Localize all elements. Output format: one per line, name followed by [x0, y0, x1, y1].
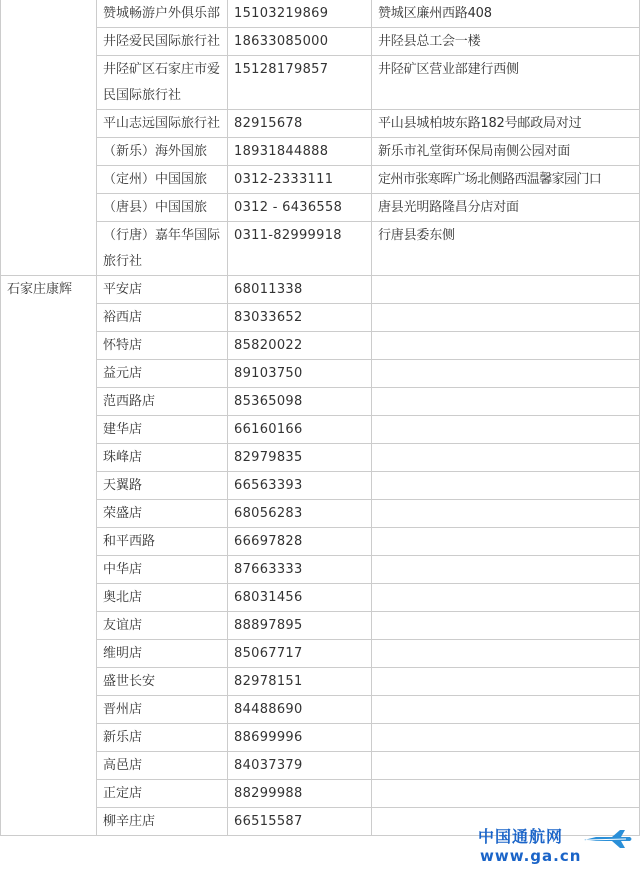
- table-row: [1, 472, 640, 500]
- phone-cell: 0312-2333111: [228, 166, 372, 194]
- address-cell: [372, 416, 640, 444]
- agency-name-cell: 井陉爱民国际旅行社: [97, 28, 228, 56]
- phone-cell: 68031456: [228, 584, 372, 612]
- phone-cell: 88897895: [228, 612, 372, 640]
- agency-name-cell: 怀特店: [97, 332, 228, 360]
- phone-cell: 84037379: [228, 752, 372, 780]
- phone-cell: 66697828: [228, 528, 372, 556]
- table-row: [1, 500, 640, 528]
- agency-name-cell: 平山志远国际旅行社: [97, 110, 228, 138]
- table-row: [1, 584, 640, 612]
- address-cell: [372, 696, 640, 724]
- address-cell: [372, 276, 640, 304]
- address-cell: [372, 668, 640, 696]
- agency-name-cell: 井陉矿区石家庄市爱民国际旅行社: [97, 56, 228, 110]
- table-row: [1, 416, 640, 444]
- table-row: [1, 724, 640, 752]
- agency-name-cell: 友谊店: [97, 612, 228, 640]
- watermark-brand: 中国通航网: [478, 827, 564, 846]
- table-row: [1, 0, 640, 28]
- agency-name-cell: 平安店: [97, 276, 228, 304]
- agency-name-cell: （定州）中国国旅: [97, 166, 228, 194]
- address-cell: 井陉县总工会一楼: [372, 28, 640, 56]
- agency-name-cell: 晋州店: [97, 696, 228, 724]
- table-row: [1, 612, 640, 640]
- table-body: [1, 0, 640, 836]
- phone-cell: 87663333: [228, 556, 372, 584]
- phone-cell: 82979835: [228, 444, 372, 472]
- agency-name-cell: （行唐）嘉年华国际旅行社: [97, 222, 228, 276]
- table-row: [1, 360, 640, 388]
- address-cell: [372, 360, 640, 388]
- table-row: [1, 28, 640, 56]
- agency-name-cell: 范西路店: [97, 388, 228, 416]
- table-row: [1, 388, 640, 416]
- phone-cell: 18633085000: [228, 28, 372, 56]
- agency-name-cell: 正定店: [97, 780, 228, 808]
- phone-cell: 88299988: [228, 780, 372, 808]
- agency-name-cell: 中华店: [97, 556, 228, 584]
- address-cell: [372, 332, 640, 360]
- table-row: [1, 668, 640, 696]
- agency-name-cell: 奥北店: [97, 584, 228, 612]
- phone-cell: 68056283: [228, 500, 372, 528]
- table-row: [1, 110, 640, 138]
- address-cell: [372, 472, 640, 500]
- table-row: [1, 166, 640, 194]
- address-cell: [372, 528, 640, 556]
- agency-name-cell: 高邑店: [97, 752, 228, 780]
- table-row: [1, 332, 640, 360]
- agency-name-cell: 盛世长安: [97, 668, 228, 696]
- address-cell: 井陉矿区营业部建行西侧: [372, 56, 640, 110]
- phone-cell: 83033652: [228, 304, 372, 332]
- phone-cell: 15128179857: [228, 56, 372, 110]
- agency-name-cell: （新乐）海外国旅: [97, 138, 228, 166]
- phone-cell: 0311-82999918: [228, 222, 372, 276]
- address-cell: [372, 304, 640, 332]
- phone-cell: 85820022: [228, 332, 372, 360]
- address-cell: 唐县光明路隆昌分店对面: [372, 194, 640, 222]
- address-cell: [372, 444, 640, 472]
- table-row: [1, 752, 640, 780]
- phone-cell: 82978151: [228, 668, 372, 696]
- agency-name-cell: 天翼路: [97, 472, 228, 500]
- agency-name-cell: 和平西路: [97, 528, 228, 556]
- address-cell: [372, 388, 640, 416]
- airplane-icon: [582, 827, 634, 851]
- address-cell: [372, 556, 640, 584]
- agency-name-cell: 珠峰店: [97, 444, 228, 472]
- group-cell: 石家庄康辉: [1, 276, 97, 836]
- table-row: [1, 304, 640, 332]
- table-row: [1, 556, 640, 584]
- site-watermark: [468, 827, 636, 867]
- address-cell: [372, 500, 640, 528]
- table-row: [1, 780, 640, 808]
- phone-cell: 15103219869: [228, 0, 372, 28]
- table-row: [1, 276, 640, 304]
- agency-name-cell: 维明店: [97, 640, 228, 668]
- table-row: [1, 222, 640, 276]
- phone-cell: 88699996: [228, 724, 372, 752]
- phone-cell: 66160166: [228, 416, 372, 444]
- agency-name-cell: 益元店: [97, 360, 228, 388]
- phone-cell: 89103750: [228, 360, 372, 388]
- agency-name-cell: 柳辛庄店: [97, 808, 228, 836]
- phone-cell: 84488690: [228, 696, 372, 724]
- agency-name-cell: 建华店: [97, 416, 228, 444]
- phone-cell: 85067717: [228, 640, 372, 668]
- address-cell: 新乐市礼堂街环保局南侧公园对面: [372, 138, 640, 166]
- address-cell: [372, 584, 640, 612]
- watermark-url: www.ga.cn: [480, 847, 582, 865]
- table-row: [1, 640, 640, 668]
- agency-name-cell: 赞城畅游户外俱乐部: [97, 0, 228, 28]
- address-cell: [372, 640, 640, 668]
- address-cell: [372, 724, 640, 752]
- table-row: [1, 138, 640, 166]
- phone-cell: 68011338: [228, 276, 372, 304]
- phone-cell: 85365098: [228, 388, 372, 416]
- phone-cell: 66563393: [228, 472, 372, 500]
- agency-name-cell: 裕西店: [97, 304, 228, 332]
- phone-cell: 0312 - 6436558: [228, 194, 372, 222]
- agency-name-cell: 荣盛店: [97, 500, 228, 528]
- address-cell: [372, 780, 640, 808]
- address-cell: 行唐县委东侧: [372, 222, 640, 276]
- phone-cell: 66515587: [228, 808, 372, 836]
- address-cell: [372, 752, 640, 780]
- phone-cell: 82915678: [228, 110, 372, 138]
- table-row: [1, 56, 640, 110]
- address-cell: 定州市张寒晖广场北侧路西温馨家园门口: [372, 166, 640, 194]
- agency-name-cell: 新乐店: [97, 724, 228, 752]
- phone-cell: 18931844888: [228, 138, 372, 166]
- address-cell: [372, 612, 640, 640]
- table-row: [1, 528, 640, 556]
- address-cell: 平山县城柏坡东路182号邮政局对过: [372, 110, 640, 138]
- group-cell: [1, 0, 97, 276]
- agency-name-cell: （唐县）中国国旅: [97, 194, 228, 222]
- address-cell: 赞城区廉州西路408: [372, 0, 640, 28]
- table-row: [1, 444, 640, 472]
- table-row: [1, 696, 640, 724]
- table-row: [1, 194, 640, 222]
